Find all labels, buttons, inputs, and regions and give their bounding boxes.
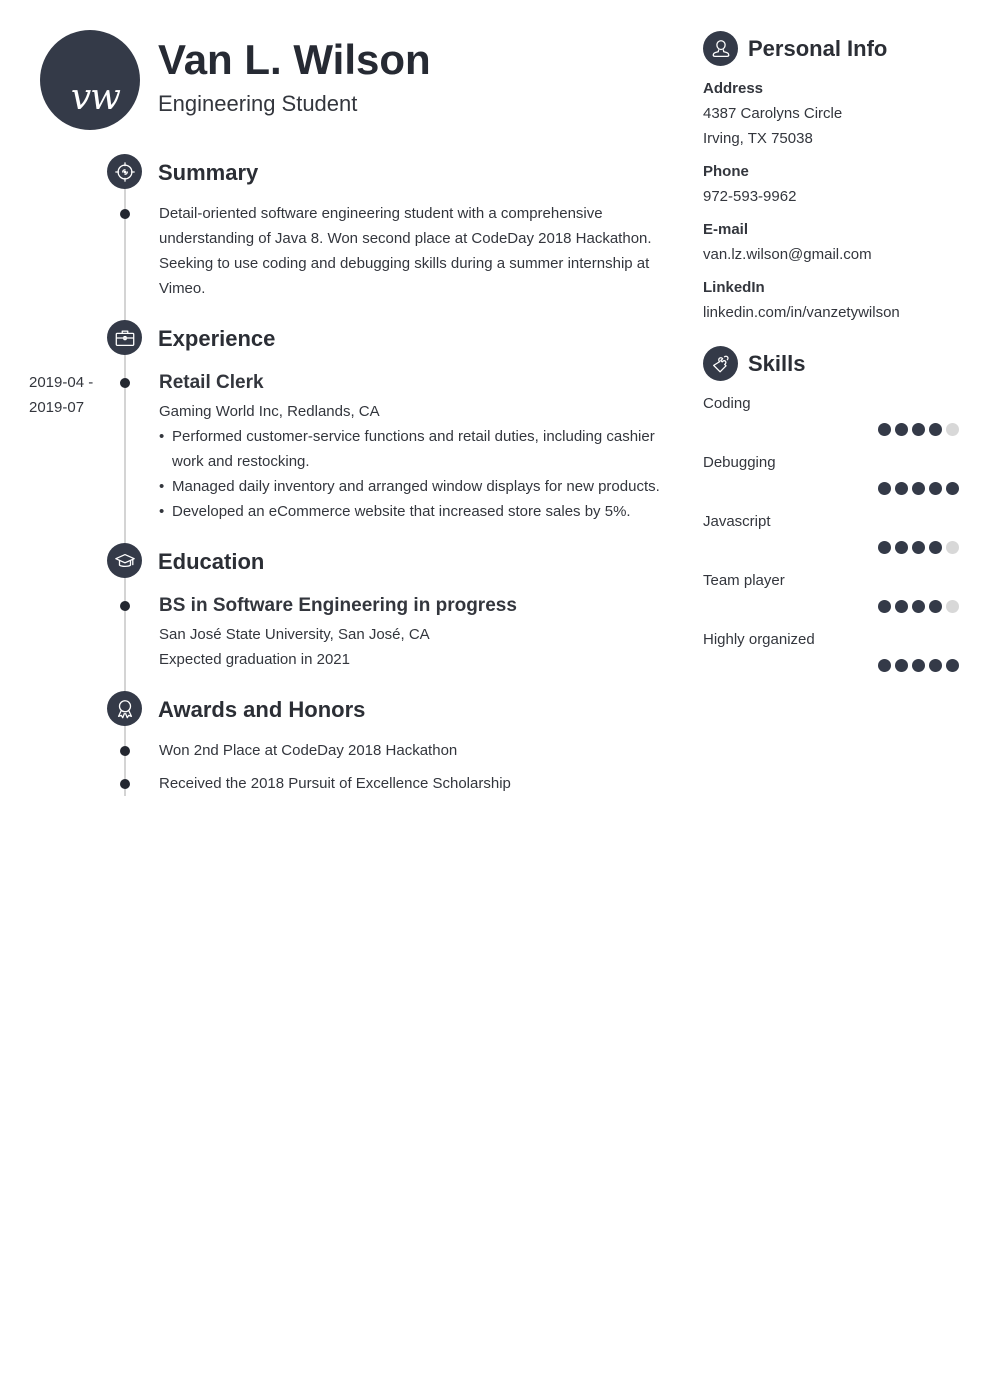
school-name: San José State University, San José, CA bbox=[159, 626, 430, 643]
job-date-range bbox=[29, 370, 93, 420]
skill-name: Javascript bbox=[703, 513, 771, 530]
award-ribbon-icon bbox=[107, 691, 142, 726]
person-icon bbox=[703, 31, 738, 66]
section-title-awards: Awards and Honors bbox=[158, 697, 366, 722]
timeline-dot bbox=[120, 378, 130, 388]
award-item: Won 2nd Place at CodeDay 2018 Hackathon bbox=[159, 742, 458, 759]
award-item: Received the 2018 Pursuit of Excellence Scholarship bbox=[159, 775, 511, 792]
rating-dot-filled bbox=[912, 482, 925, 495]
section-title-summary: Summary bbox=[158, 160, 259, 185]
rating-dot-empty bbox=[946, 541, 959, 554]
rating-dot-filled bbox=[878, 423, 891, 436]
candidate-title: Engineering Student bbox=[158, 91, 358, 116]
rating-dot-filled bbox=[912, 423, 925, 436]
skill-rating bbox=[878, 541, 959, 554]
skill-name: Coding bbox=[703, 395, 751, 412]
summary-line: Detail-oriented software engineering student with a comprehensive bbox=[159, 205, 603, 222]
rating-dot-filled bbox=[895, 482, 908, 495]
timeline-dot bbox=[120, 601, 130, 611]
section-title-education: Education bbox=[158, 549, 265, 574]
rating-dot-filled bbox=[895, 541, 908, 554]
target-icon bbox=[107, 154, 142, 189]
summary-line: Seeking to use coding and debugging skills during a summer internship at bbox=[159, 255, 650, 272]
section-title-personal-info: Personal Info bbox=[748, 36, 888, 61]
job-bullets bbox=[159, 424, 669, 524]
section-title-experience: Experience bbox=[158, 326, 276, 351]
rating-dot-filled bbox=[895, 600, 908, 613]
job-date-start: 2019-04 - bbox=[29, 374, 94, 391]
address-line-2: Irving, TX 75038 bbox=[703, 130, 813, 147]
timeline-dot bbox=[120, 746, 130, 756]
summary-line: understanding of Java 8. Won second place at CodeDay 2018 Hackathon. bbox=[159, 230, 652, 247]
job-bullet: • Developed an eCommerce website that increased store sales by 5%. bbox=[159, 499, 669, 524]
monogram-avatar bbox=[40, 30, 140, 130]
rating-dot-filled bbox=[946, 482, 959, 495]
linkedin-value: linkedin.com/in/vanzetywilson bbox=[703, 304, 900, 321]
rating-dot-empty bbox=[946, 423, 959, 436]
summary-text bbox=[159, 201, 669, 301]
puzzle-piece-icon bbox=[703, 346, 738, 381]
monogram-initials: vw bbox=[70, 77, 120, 118]
phone-value: 972-593-9962 bbox=[703, 188, 797, 205]
address-label: Address bbox=[703, 80, 764, 97]
rating-dot-filled bbox=[895, 423, 908, 436]
skill-rating bbox=[878, 659, 959, 672]
rating-dot-filled bbox=[878, 659, 891, 672]
job-bullet: • Performed customer-service functions and retail duties, including cashier work and restocking. bbox=[159, 424, 669, 474]
address-line-1: 4387 Carolyns Circle bbox=[703, 105, 843, 122]
degree-title: BS in Software Engineering in progress bbox=[159, 595, 517, 616]
rating-dot-filled bbox=[929, 541, 942, 554]
job-bullet: • Managed daily inventory and arranged window displays for new products. bbox=[159, 474, 669, 499]
rating-dot-filled bbox=[878, 541, 891, 554]
email-value: van.lz.wilson@gmail.com bbox=[703, 246, 872, 263]
skill-rating bbox=[878, 600, 959, 613]
job-title: Retail Clerk bbox=[159, 372, 264, 393]
skill-rating bbox=[878, 482, 959, 495]
candidate-name: Van L. Wilson bbox=[158, 36, 431, 83]
job-company: Gaming World Inc, Redlands, CA bbox=[159, 403, 380, 420]
timeline-dot bbox=[120, 779, 130, 789]
rating-dot-filled bbox=[895, 659, 908, 672]
rating-dot-filled bbox=[929, 482, 942, 495]
skill-name: Highly organized bbox=[703, 631, 815, 648]
rating-dot-filled bbox=[878, 600, 891, 613]
briefcase-icon bbox=[107, 320, 142, 355]
graduation-cap-icon bbox=[107, 543, 142, 578]
rating-dot-filled bbox=[912, 541, 925, 554]
email-label: E-mail bbox=[703, 221, 749, 238]
skill-rating bbox=[878, 423, 959, 436]
graduation-note: Expected graduation in 2021 bbox=[159, 651, 350, 668]
rating-dot-filled bbox=[878, 482, 891, 495]
rating-dot-filled bbox=[929, 600, 942, 613]
rating-dot-filled bbox=[912, 600, 925, 613]
rating-dot-filled bbox=[912, 659, 925, 672]
rating-dot-empty bbox=[946, 600, 959, 613]
rating-dot-filled bbox=[929, 659, 942, 672]
phone-label: Phone bbox=[703, 163, 749, 180]
timeline-dot bbox=[120, 209, 130, 219]
skill-name: Debugging bbox=[703, 454, 776, 471]
summary-line: Vimeo. bbox=[159, 280, 206, 297]
skill-name: Team player bbox=[703, 572, 785, 589]
job-date-end: 2019-07 bbox=[29, 399, 85, 416]
rating-dot-filled bbox=[946, 659, 959, 672]
linkedin-label: LinkedIn bbox=[703, 279, 765, 296]
section-title-skills: Skills bbox=[748, 351, 806, 376]
rating-dot-filled bbox=[929, 423, 942, 436]
